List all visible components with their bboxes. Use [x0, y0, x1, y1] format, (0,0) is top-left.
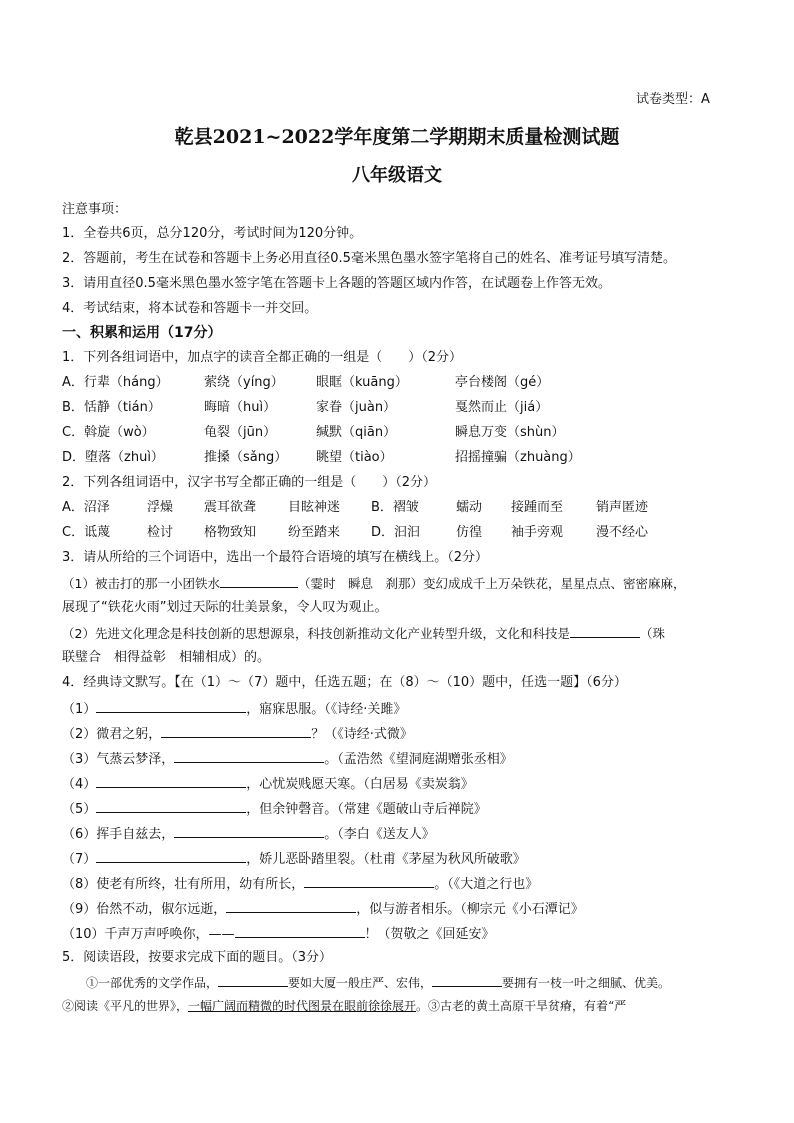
text-segment: ！（贺敬之《回延安》 — [364, 927, 495, 942]
text-segment: ，似与游者相乐。（柳宗元《小石潭记》 — [356, 902, 584, 917]
question-3-part-2-cont: 联璧合 相得益彰 相辅相成）的。 — [62, 650, 271, 665]
text-segment: （2）微君之躬， — [62, 727, 162, 742]
option-c-word: C．斡旋（wò） — [62, 425, 155, 440]
text-segment: 要如大厦一般庄严、宏伟， — [288, 976, 433, 990]
option-b-word: 晦暗（huì） — [204, 400, 277, 415]
text-segment: （7） — [62, 852, 97, 867]
option-word: B．褶皱 — [371, 500, 419, 515]
text-segment: （3）气蒸云梦泽， — [62, 752, 175, 767]
question-3-part-1 — [62, 574, 685, 593]
option-word: 漫不经心 — [596, 525, 649, 540]
answer-blank[interactable] — [96, 774, 246, 788]
option-word: 仿徨 — [456, 525, 483, 540]
recite-line-8 — [62, 874, 538, 894]
answer-blank[interactable] — [220, 574, 298, 588]
option-a-word: 眼眶（kuāng） — [316, 375, 408, 390]
option-word: 接踵而至 — [511, 500, 564, 515]
option-word: 震耳欲聋 — [204, 500, 257, 515]
text-segment: （2）先进文化理念是科技创新的思想源泉，科技创新推动文化产业转型升级，文化和科技是 — [62, 626, 570, 641]
underlined-segment: 一幅广阔而精微的时代图景在眼前徐徐展开 — [188, 999, 417, 1013]
note-item: 1．全卷共6页，总分120分，考试时间为120分钟。 — [62, 226, 363, 241]
answer-blank[interactable] — [304, 874, 434, 888]
text-segment: ，心忧炭贱愿天寒。（白居易《卖炭翁》 — [246, 777, 474, 792]
answer-blank[interactable] — [570, 624, 640, 638]
question-5-stem: 5．阅读语段，按要求完成下面的题目。（3分） — [62, 950, 333, 965]
option-a-word: A．行辈（háng） — [62, 375, 169, 390]
answer-blank[interactable] — [218, 973, 288, 987]
text-segment: ，娇儿恶卧踏里裂。（杜甫《茅屋为秋风所破歌》 — [246, 852, 526, 867]
recite-line-9 — [62, 899, 584, 919]
option-c-word: 瞬息万变（shùn） — [455, 425, 565, 440]
text-segment: ①一部优秀的文学作品， — [86, 976, 219, 990]
text-segment: 。（孟浩然《望洞庭湖赠张丞相》 — [324, 752, 513, 767]
option-b-word: 戛然而止（jiá） — [455, 400, 549, 415]
answer-blank[interactable] — [96, 799, 246, 813]
option-word: C．诋蔑 — [62, 525, 111, 540]
answer-blank[interactable] — [432, 973, 502, 987]
paper-type-label: 试卷类型：A — [636, 92, 710, 107]
text-segment: （5） — [62, 802, 97, 817]
option-word: D．汩汩 — [371, 525, 421, 540]
text-segment: 。（李白《送友人》 — [324, 827, 435, 842]
text-segment: （8）使老有所终，壮有所用，幼有所长， — [62, 877, 305, 892]
option-word: 销声匿迹 — [596, 500, 649, 515]
section-heading: 一、积累和运用（17分） — [62, 325, 222, 341]
text-segment: （6）挥手自兹去， — [62, 827, 175, 842]
recite-line-7 — [62, 849, 526, 869]
note-item: 2．答题前，考生在试卷和答题卡上务必用直径0.5毫米黑色墨水签字笔将自己的姓名、准考证号填写清楚。 — [62, 251, 676, 266]
option-word: 蠕动 — [456, 500, 483, 515]
question-3-stem: 3．请从所给的三个词语中，选出一个最符合语境的填写在横线上。（2分） — [62, 550, 489, 565]
option-c-word: 龟裂（jūn） — [204, 425, 277, 440]
recite-line-1 — [62, 699, 406, 719]
note-item: 3．请用直径0.5毫米黑色墨水签字笔在答题卡上各题的答题区域内作答，在试题卷上作答无效。 — [62, 276, 611, 291]
answer-blank[interactable] — [96, 849, 246, 863]
text-segment: ，但余钟磬音。（常建《题破山寺后禅院》 — [246, 802, 487, 817]
question-3-part-2 — [62, 624, 665, 643]
text-segment: ②阅读《平凡的世界》， — [62, 999, 189, 1013]
recite-line-6 — [62, 824, 435, 844]
text-segment: （4） — [62, 777, 97, 792]
exam-subtitle: 八年级语文 — [352, 165, 442, 186]
text-segment: 。（《大道之行也》 — [434, 877, 539, 892]
option-word: 袖手旁观 — [511, 525, 564, 540]
text-segment: （1）被击打的那一小团铁水 — [62, 576, 220, 591]
text-segment: （10）千声万声呼唤你，—— — [62, 927, 235, 942]
text-segment: （9）佁然不动，俶尔远逝， — [62, 902, 227, 917]
option-a-word: 亭台楼阁（gé） — [455, 375, 550, 390]
answer-blank[interactable] — [161, 724, 311, 738]
option-d-word: 眺望（tiào） — [316, 450, 393, 465]
note-item: 4．考试结束，将本试卷和答题卡一并交回。 — [62, 301, 318, 316]
option-word: A．沼泽 — [62, 500, 110, 515]
recite-line-4 — [62, 774, 474, 794]
option-word: 目眩神迷 — [288, 500, 341, 515]
text-segment: （霎时 瞬息 刹那）变幻成成千上万朵铁花，星星点点、密密麻麻， — [297, 576, 686, 591]
option-d-word: 推搡（sǎng） — [204, 450, 288, 465]
text-segment: 要拥有一枝一叶之细腻、优美。 — [502, 976, 671, 990]
text-segment: 。③古老的黄土高原干旱贫瘠，有着“严 — [416, 999, 627, 1013]
text-segment: ？（《诗经·式微》 — [311, 727, 413, 742]
option-b-word: B．恬静（tián） — [62, 400, 161, 415]
text-segment: ，寤寐思服。（《诗经·关雎》 — [246, 702, 407, 717]
question-3-part-1-cont: 展现了“铁花火雨”划过天际的壮美景象，令人叹为观止。 — [62, 600, 388, 615]
passage-sentence-1 — [86, 973, 670, 992]
option-word: 浮燥 — [147, 500, 174, 515]
recite-line-3 — [62, 749, 513, 769]
answer-blank[interactable] — [174, 749, 324, 763]
option-b-word: 家眷（juàn） — [316, 400, 397, 415]
recite-line-5 — [62, 799, 487, 819]
option-word: 纷至踏来 — [288, 525, 341, 540]
option-d-word: D．堕落（zhuì） — [62, 450, 164, 465]
question-1-stem: 1．下列各组词语中，加点字的读音全都正确的一组是（ ）（2分） — [62, 350, 463, 365]
notes-heading: 注意事项： — [62, 202, 128, 217]
recite-line-10 — [62, 924, 495, 944]
option-word: 格物致知 — [204, 525, 257, 540]
option-d-word: 招摇撞骗（zhuàng） — [455, 450, 581, 465]
recite-line-2 — [62, 724, 413, 744]
answer-blank[interactable] — [226, 899, 356, 913]
text-segment: （1） — [62, 702, 97, 717]
exam-title: 乾县2021~2022学年度第二学期期末质量检测试题 — [174, 126, 620, 148]
answer-blank[interactable] — [96, 699, 246, 713]
answer-blank[interactable] — [235, 924, 365, 938]
option-word: 检讨 — [147, 525, 174, 540]
answer-blank[interactable] — [174, 824, 324, 838]
question-2-stem: 2．下列各组词语中，汉字书写全都正确的一组是（ ）（2分） — [62, 475, 437, 490]
option-a-word: 萦绕（yíng） — [204, 375, 284, 390]
option-c-word: 缄默（qiān） — [316, 425, 397, 440]
passage-sentence-2 — [62, 997, 626, 1015]
text-segment: （珠 — [639, 626, 665, 641]
question-4-stem: 4．经典诗文默写。【在（1）～（7）题中，任选五题；在（8）～（10）题中，任选一题】（6分） — [62, 675, 627, 690]
